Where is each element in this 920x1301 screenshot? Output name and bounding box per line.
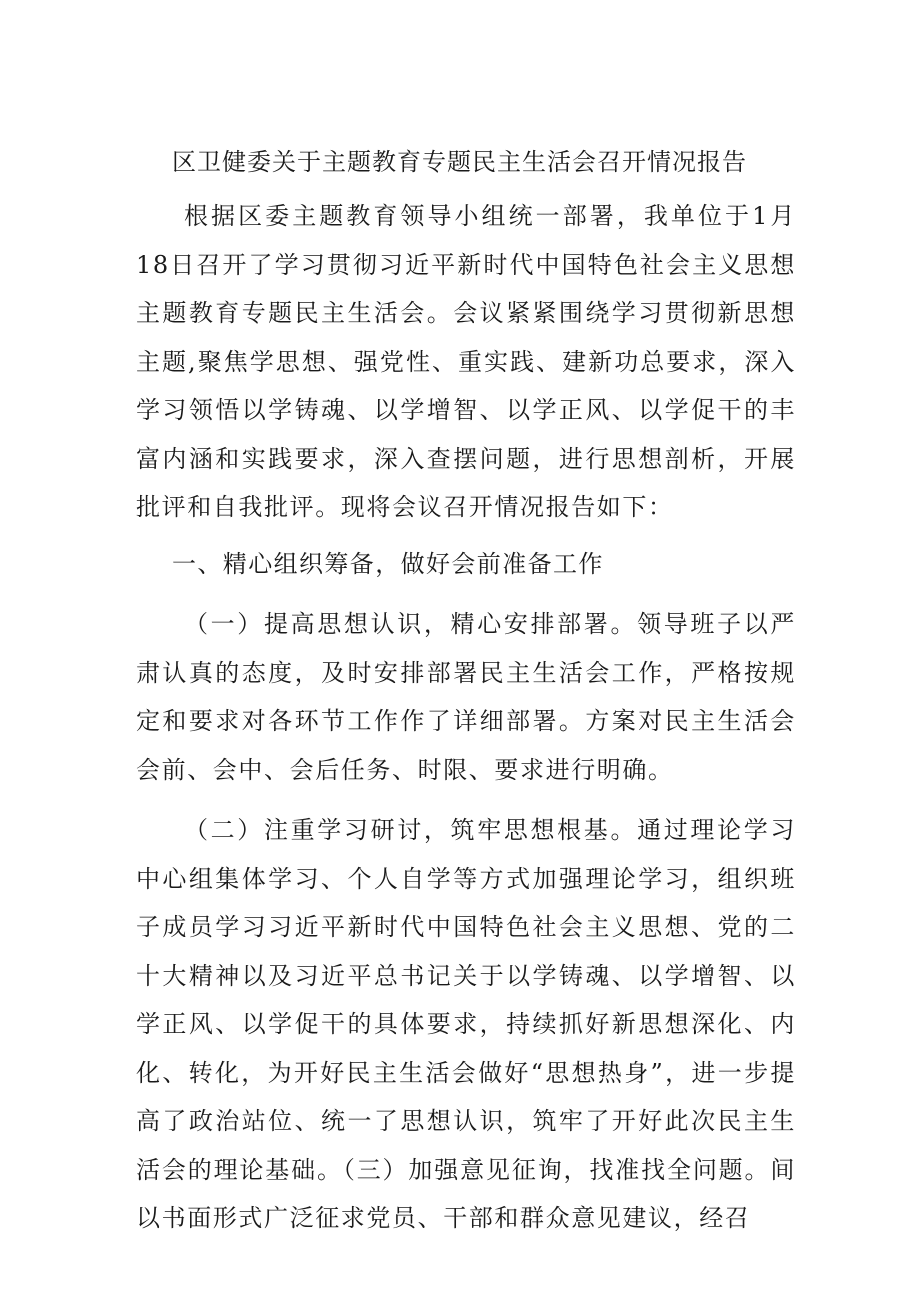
intro-paragraph: 根据区委主题教育领导小组统一部署，我单位于1月18日召开了学习贯彻习近平新时代中国特色社会主义思想主题教育专题民主生活会。会议紧紧围绕学习贯彻新思想主题,聚焦学思想、强党性、重实践、建新功总要求，深入学习领悟以学铸魂、以学增智、以学正风、以学促干的丰富内涵和实践要求，深入查摆问题，进行思想剖析，开展批评和自我批评。现将会议召开情况报告如下： (136, 202, 796, 521)
section-heading: 一、精心组织筹备，做好会前准备工作 (172, 550, 604, 578)
body-paragraph: （二）注重学习研讨，筑牢思想根基。通过理论学习中心组集体学习、个人自学等方式加强理论学习，组织班子成员学习习近平新时代中国特色社会主义思想、党的二十大精神以及习近平总书记关于以学铸魂、以学增智、以学正风、以学促干的具体要求，持续抓好新思想深化、内化、转化，为开好民主生活会做好“思想热身”，进一步提高了政治站位、统一了思想认识，筑牢了开好此次民主生活会的理论基础。（三）加强意见征询，找准找全问题。间以书面形式广泛征求党员、干部和群众意见建议，经召 (136, 816, 796, 1232)
document-title: 区卫健委关于主题教育专题民主生活会召开情况报告 (172, 148, 747, 176)
body-paragraph: （一）提高思想认识，精心安排部署。领导班子以严肃认真的态度，及时安排部署民主生活会工作，严格按规定和要求对各环节工作作了详细部署。方案对民主生活会会前、会中、会后任务、时限、要求进行明确。 (136, 610, 796, 784)
